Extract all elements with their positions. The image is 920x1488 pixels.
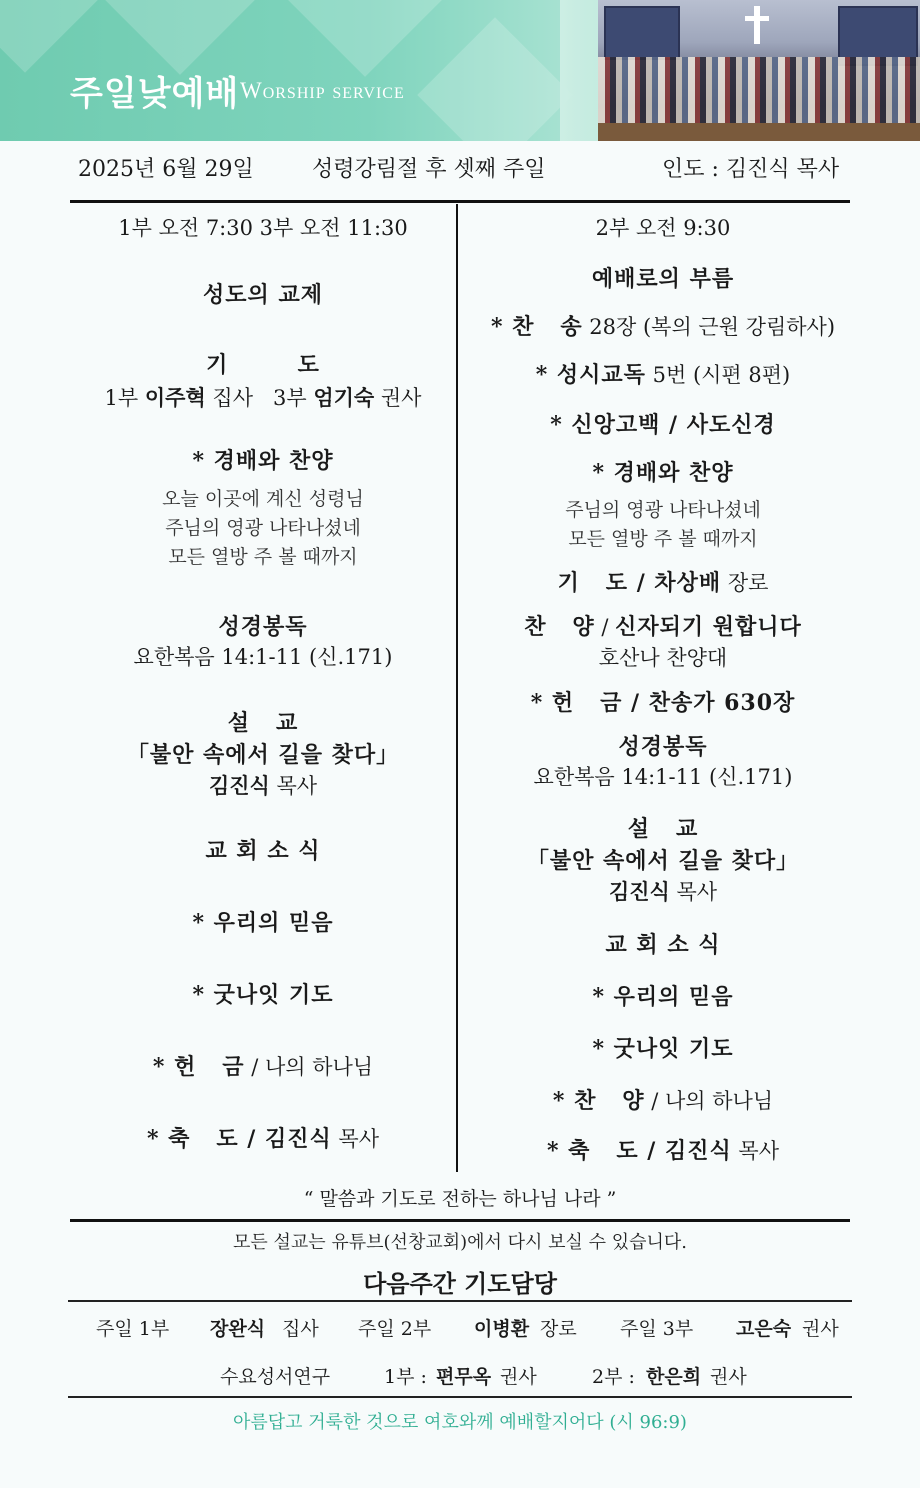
offering: * 헌 금 / 찬송가 630장 (530, 690, 796, 716)
motto: “ 말씀과 기도로 전하는 하나님 나라 ” (303, 1188, 617, 1210)
praise-heading: * 경배와 찬양 (592, 460, 734, 486)
next-week-prayer-title: 다음주간 기도담당 (363, 1270, 557, 1298)
service-label: 주일 2부 (358, 1318, 432, 1340)
prayer-leaders: 1부 이주혁 집사 3부 엄기숙 권사 (104, 385, 422, 410)
creed: * 우리의 믿음 (592, 984, 734, 1010)
service-label: 1부 : (384, 1366, 427, 1388)
prayer-leader-role: 권사 (500, 1366, 537, 1388)
service-date: 2025년 6월 29일 (78, 157, 254, 182)
call-to-worship: 예배로의 부름 (591, 266, 735, 292)
congregation-photo (598, 0, 920, 141)
prayer-leader-name: 장완식 (210, 1318, 266, 1340)
responsive-reading: * 성시교독 5번 (시편 8편) (535, 362, 791, 388)
liturgical-season: 성령강림절 후 셋째 주일 (312, 157, 546, 182)
prayer-leader-name: 편무옥 (436, 1366, 492, 1388)
divider (68, 1396, 852, 1398)
projection-screen (604, 6, 680, 60)
prayer-leader-role: 집사 (282, 1318, 319, 1340)
praise-heading: * 경배와 찬양 (192, 448, 334, 474)
benediction: * 축 도 / 김진식 목사 (546, 1138, 779, 1164)
prayer-leader-role: 권사 (710, 1366, 747, 1388)
offering: * 헌 금 / 나의 하나님 (152, 1054, 374, 1080)
sermon-title: 「불안 속에서 길을 찾다」 (126, 742, 400, 768)
page-subtitle: Worship service (240, 78, 405, 103)
service-leader: 인도 : 김진식 목사 (662, 157, 840, 182)
creed: * 우리의 믿음 (192, 910, 334, 936)
header-banner (0, 0, 920, 141)
banner-decoration (273, 0, 457, 77)
preacher: 김진식 목사 (208, 773, 318, 798)
prayer-leader-role: 권사 (802, 1318, 839, 1340)
reading-text: 요한복음 14:1-11 (신.171) (533, 765, 793, 789)
anthem: 찬 양 / 신자되기 원합니다 (524, 614, 802, 640)
praise-song: 주님의 영광 나타나셨네 (165, 517, 361, 539)
divider (68, 1300, 852, 1302)
praise-song: 모든 열방 주 볼 때까지 (168, 546, 358, 568)
divider (70, 1219, 850, 1222)
choir-name: 호산나 찬양대 (598, 646, 728, 670)
sermon-title: 「불안 속에서 길을 찾다」 (526, 848, 800, 874)
divider (70, 200, 850, 203)
praise-song: 오늘 이곳에 계신 성령님 (162, 488, 364, 510)
banner-decoration (0, 0, 103, 73)
prayer-leader-role: 장로 (540, 1318, 577, 1340)
stage-floor (598, 123, 920, 141)
service-label: 수요성서연구 (220, 1366, 331, 1388)
service-label: 주일 3부 (620, 1318, 694, 1340)
banner-decoration (417, 17, 573, 141)
benediction: * 축 도 / 김진식 목사 (146, 1126, 379, 1152)
sermon-heading: 설 교 (627, 816, 699, 842)
sermon-heading: 설 교 (227, 710, 299, 736)
youtube-note: 모든 설교는 유튜브(선창교회)에서 다시 보실 수 있습니다. (232, 1232, 688, 1253)
praise-song: 모든 열방 주 볼 때까지 (568, 528, 758, 550)
prayer-leader-name: 한은희 (646, 1366, 702, 1388)
hymn: * 찬 송 28장 (복의 근원 강림하사) (490, 314, 836, 340)
fellowship-heading: 성도의 교제 (203, 282, 323, 308)
goodnight-prayer: * 굿나잇 기도 (592, 1036, 734, 1062)
song: * 찬 양 / 나의 하나님 (552, 1088, 774, 1114)
reading-text: 요한복음 14:1-11 (신.171) (133, 645, 393, 669)
cross-icon (754, 6, 760, 44)
prayer-heading: 기 도 (206, 352, 320, 378)
service-info (0, 152, 920, 186)
church-news: 교 회 소 식 (205, 838, 321, 864)
church-news: 교 회 소 식 (605, 932, 721, 958)
confession: * 신앙고백 / 사도신경 (550, 412, 776, 438)
goodnight-prayer: * 굿나잇 기도 (192, 982, 334, 1008)
service-label: 주일 1부 (96, 1318, 170, 1340)
choir-crowd (598, 57, 920, 125)
prayer-leader-name: 고은숙 (736, 1318, 792, 1340)
prayer-leader-name: 이병환 (474, 1318, 530, 1340)
service-label: 2부 : (592, 1366, 635, 1388)
reading-heading: 성경봉독 (218, 614, 308, 640)
banner-decoration (95, 0, 265, 75)
preacher: 김진식 목사 (608, 879, 718, 904)
reading-heading: 성경봉독 (618, 734, 708, 760)
service-time: 1부 오전 7:30 3부 오전 11:30 (118, 216, 408, 240)
service-time: 2부 오전 9:30 (595, 216, 731, 240)
bible-verse: 아름답고 거룩한 것으로 여호와께 예배할지어다 (시 96:9) (233, 1412, 687, 1433)
page-title: 주일낮예배 (70, 74, 240, 114)
praise-song: 주님의 영광 나타나셨네 (565, 499, 761, 521)
cross-icon (745, 16, 769, 21)
prayer: 기 도 / 차상배 장로 (557, 570, 769, 596)
